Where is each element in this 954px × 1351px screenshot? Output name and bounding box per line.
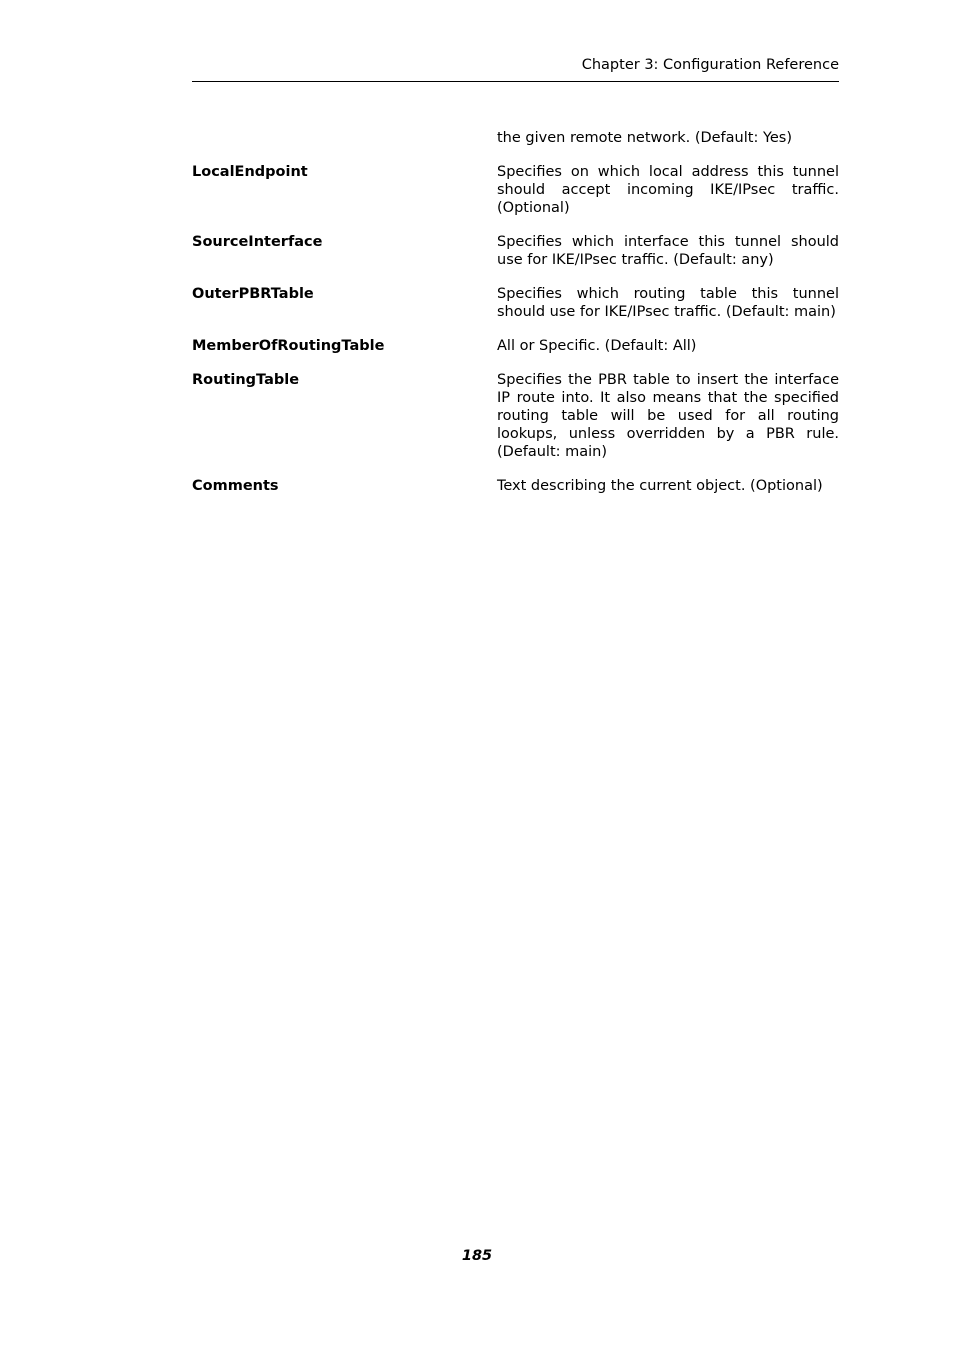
definition-term: OuterPBRTable: [192, 286, 314, 302]
definition-term: MemberOfRoutingTable: [192, 338, 385, 354]
definition-entry-continuation: [192, 129, 839, 147]
definition-term: [192, 129, 497, 147]
definition-entry-sourceinterface: [192, 233, 839, 269]
definition-entry-outerpbrtable: [192, 285, 839, 321]
definition-entry-routingtable: [192, 371, 839, 461]
definition-description: Specifies which interface this tunnel should use for IKE/IPsec traffic. (Default: any): [497, 234, 839, 268]
definition-description: All or Specific. (Default: All): [497, 338, 697, 354]
definition-description: Specifies which routing table this tunnel should use for IKE/IPsec traffic. (Default: main): [497, 286, 839, 320]
definition-description: Text describing the current object. (Optional): [497, 478, 823, 494]
definition-description: Specifies the PBR table to insert the interface IP route into. It also means that the specified routing table will be used for all routing lookups, unless overridden by a PBR rule. (Default: main): [497, 372, 839, 460]
definition-term: RoutingTable: [192, 372, 300, 388]
page-header: [192, 55, 839, 82]
definition-term: SourceInterface: [192, 234, 323, 250]
definition-description: Specifies on which local address this tunnel should accept incoming IKE/IPsec traffic. (Optional): [497, 164, 839, 216]
definition-list: [192, 129, 839, 511]
definition-description: the given remote network. (Default: Yes): [497, 130, 793, 146]
page-number: 185: [461, 1248, 493, 1264]
definition-entry-comments: [192, 477, 839, 495]
definition-entry-localendpoint: [192, 163, 839, 217]
chapter-title: Chapter 3: Configuration Reference: [581, 57, 839, 73]
definition-term: LocalEndpoint: [192, 164, 308, 180]
definition-term: Comments: [192, 478, 279, 494]
definition-entry-memberofroutingtable: [192, 337, 839, 355]
